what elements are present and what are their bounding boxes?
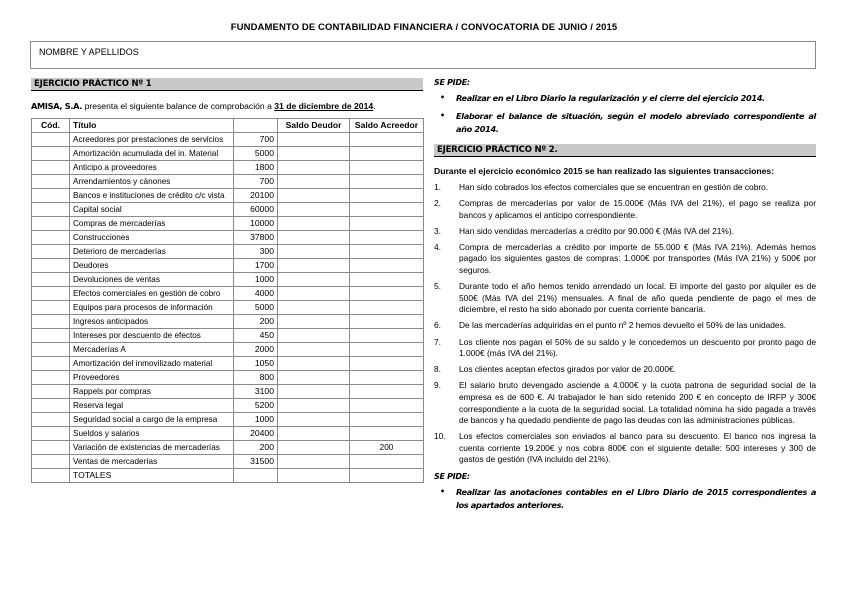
se-pide-2-heading: SE PIDE: — [434, 471, 470, 481]
cell-cod — [32, 329, 70, 343]
cell-cod — [32, 245, 70, 259]
cell-importe: 5200 — [234, 399, 278, 413]
table-row — [32, 273, 424, 287]
cell-importe: 20100 — [234, 189, 278, 203]
cell-saldo-deudor — [278, 133, 350, 147]
column-header-cod: Cód. — [32, 119, 70, 133]
cell-saldo-deudor — [278, 427, 350, 441]
list-item: • Realizar las anotaciones contables en el Libro Diario de 2015 correspondientes a los apartados anteriores. — [434, 486, 816, 512]
transaction-item: Los efectos comerciales son enviados al banco para su descuento. El banco nos ingresa la cuenta corriente 19.200€ y nos cobra 800€ con el siguiente detalle: 500 intereses y 300 de gastos de gestión (IVA incluido del 21%). — [459, 431, 816, 465]
cell-cod — [32, 203, 70, 217]
cell-titulo: Efectos comerciales en gestión de cobro — [70, 287, 234, 301]
cell-cod — [32, 399, 70, 413]
table-row — [32, 175, 424, 189]
company-name: AMISA, S.A. — [31, 101, 83, 111]
table-row — [32, 399, 424, 413]
table-row — [32, 315, 424, 329]
cell-importe: 1700 — [234, 259, 278, 273]
cell-titulo: Rappels por compras — [70, 385, 234, 399]
cell-titulo: Anticipo a proveedores — [70, 161, 234, 175]
table-row — [32, 385, 424, 399]
cell-titulo: Amortización acumulada del in. Material — [70, 147, 234, 161]
cell-importe: 20400 — [234, 427, 278, 441]
cell-importe: 60000 — [234, 203, 278, 217]
cell-saldo-acreedor — [350, 245, 424, 259]
cell-cod — [32, 315, 70, 329]
cell-titulo: Proveedores — [70, 371, 234, 385]
table-row — [32, 133, 424, 147]
cell-saldo-deudor — [278, 371, 350, 385]
table-row — [32, 147, 424, 161]
cell-saldo-acreedor — [350, 399, 424, 413]
table-row — [32, 203, 424, 217]
table-row — [32, 287, 424, 301]
transaction-item: De las mercaderías adquiridas en el punto nº 2 hemos devuelto el 50% de las unidades. — [459, 320, 787, 331]
balance-table-body — [32, 133, 424, 483]
cell-cod — [32, 343, 70, 357]
cell-titulo: TOTALES — [70, 469, 234, 483]
transaction-item: Compra de mercaderías a crédito por importe de 55.000 € (Más IVA 21%). Además hemos pagado los siguientes gastos de compras: 1.000€ por transportes (Más IVA 21%) y 500€ por seguros. — [459, 241, 816, 276]
cell-saldo-acreedor — [350, 455, 424, 469]
cell-saldo-acreedor — [350, 259, 424, 273]
exercise2-transactions-list — [434, 182, 816, 466]
cell-titulo: Mercaderías A — [70, 343, 234, 357]
cell-saldo-acreedor: 200 — [350, 441, 424, 455]
cell-titulo: Arrendamientos y cánones — [70, 175, 234, 189]
table-row — [32, 259, 424, 273]
transaction-item: Han sido cobrados los efectos comerciales que se encuentran en gestión de cobro. — [459, 182, 769, 192]
cell-saldo-acreedor — [350, 427, 424, 441]
table-header-row — [32, 119, 424, 133]
table-row — [32, 371, 424, 385]
cell-saldo-deudor — [278, 469, 350, 483]
page-title: FUNDAMENTO DE CONTABILIDAD FINANCIERA / CONVOCATORIA DE JUNIO / 2015 — [230, 22, 618, 33]
left-column — [31, 78, 423, 483]
cell-saldo-deudor — [278, 455, 350, 469]
cell-saldo-acreedor — [350, 385, 424, 399]
cell-titulo: Sueldos y salarios — [70, 427, 234, 441]
cell-titulo: Capital social — [70, 203, 234, 217]
cell-importe: 1000 — [234, 413, 278, 427]
cell-cod — [32, 301, 70, 315]
cell-titulo: Devoluciones de ventas — [70, 273, 234, 287]
cell-cod — [32, 287, 70, 301]
cell-saldo-acreedor — [350, 301, 424, 315]
exercise1-intro — [31, 100, 423, 112]
cell-saldo-acreedor — [350, 357, 424, 371]
cell-cod — [32, 217, 70, 231]
cell-saldo-acreedor — [350, 175, 424, 189]
cell-titulo: Equipos para procesos de información — [70, 301, 234, 315]
cell-cod — [32, 385, 70, 399]
cell-importe: 1000 — [234, 273, 278, 287]
cell-cod — [32, 371, 70, 385]
cell-cod — [32, 133, 70, 147]
cell-saldo-deudor — [278, 259, 350, 273]
cell-saldo-acreedor — [350, 343, 424, 357]
table-row — [32, 357, 424, 371]
cell-importe: 300 — [234, 245, 278, 259]
cell-saldo-deudor — [278, 245, 350, 259]
cell-cod — [32, 455, 70, 469]
se-pide-2-list — [434, 486, 816, 512]
cell-titulo: Bancos e instituciones de crédito c/c vista — [70, 189, 234, 203]
cell-importe: 5000 — [234, 147, 278, 161]
cell-saldo-acreedor — [350, 273, 424, 287]
cell-saldo-deudor — [278, 301, 350, 315]
cell-importe: 4000 — [234, 287, 278, 301]
cell-importe: 200 — [234, 315, 278, 329]
cell-saldo-deudor — [278, 273, 350, 287]
cell-saldo-deudor — [278, 343, 350, 357]
cell-saldo-deudor — [278, 217, 350, 231]
cell-importe: 31500 — [234, 455, 278, 469]
table-row — [32, 161, 424, 175]
table-row — [32, 217, 424, 231]
table-row — [32, 245, 424, 259]
cell-saldo-deudor — [278, 385, 350, 399]
cell-cod — [32, 413, 70, 427]
cell-cod — [32, 273, 70, 287]
transaction-item: Han sido vendidas mercaderías a crédito por 90.000 € (Más IVA del 21%). — [459, 225, 734, 236]
cell-titulo: Compras de mercaderías — [70, 217, 234, 231]
cell-saldo-deudor — [278, 231, 350, 245]
exercise2-lead: Durante el ejercicio económico 2015 se han realizado las siguientes transacciones: — [434, 166, 775, 176]
cell-saldo-acreedor — [350, 217, 424, 231]
cell-importe: 37800 — [234, 231, 278, 245]
cell-saldo-deudor — [278, 441, 350, 455]
cell-saldo-acreedor — [350, 203, 424, 217]
cell-titulo: Amortización del inmovilizado material — [70, 357, 234, 371]
table-row — [32, 189, 424, 203]
cell-titulo: Construcciones — [70, 231, 234, 245]
cell-titulo: Acreedores por prestaciones de servicios — [70, 133, 234, 147]
exercise1-intro-date: 31 de diciembre de 2014 — [274, 101, 374, 111]
column-header-saldo-acreedor: Saldo Acreedor — [350, 119, 424, 133]
cell-saldo-acreedor — [350, 329, 424, 343]
transaction-item: Durante todo el año hemos tenido arrendado un local. El importe del gasto por alquiler es de 500€ (Más IVA del 21%) mensuales. A final de año queda pendiente de pago el mes de diciembre, el resto ha sido abonado por cuenta corriente bancaria. — [459, 281, 816, 315]
cell-saldo-acreedor — [350, 189, 424, 203]
name-field-label: NOMBRE Y APELLIDOS — [39, 47, 139, 57]
se-pide-1-heading: SE PIDE: — [434, 78, 470, 87]
cell-titulo: Variación de existencias de mercaderías — [70, 441, 234, 455]
table-row — [32, 455, 424, 469]
cell-titulo: Seguridad social a cargo de la empresa — [70, 413, 234, 427]
cell-saldo-acreedor — [350, 371, 424, 385]
cell-importe: 700 — [234, 175, 278, 189]
cell-saldo-deudor — [278, 203, 350, 217]
table-row — [32, 231, 424, 245]
cell-titulo: Deterioro de mercaderías — [70, 245, 234, 259]
cell-importe: 5000 — [234, 301, 278, 315]
exercise1-heading: EJERCICIO PRÁCTICO Nº 1 — [31, 78, 423, 91]
cell-titulo: Intereses por descuento de efectos — [70, 329, 234, 343]
cell-cod — [32, 175, 70, 189]
cell-saldo-acreedor — [350, 133, 424, 147]
cell-titulo: Ventas de mercaderías — [70, 455, 234, 469]
table-row — [32, 469, 424, 483]
cell-saldo-deudor — [278, 315, 350, 329]
cell-saldo-deudor — [278, 175, 350, 189]
cell-saldo-deudor — [278, 329, 350, 343]
table-row — [32, 441, 424, 455]
balance-table — [31, 118, 424, 483]
cell-cod — [32, 357, 70, 371]
cell-titulo: Deudores — [70, 259, 234, 273]
cell-saldo-acreedor — [350, 413, 424, 427]
name-field[interactable] — [30, 41, 816, 69]
cell-saldo-deudor — [278, 147, 350, 161]
cell-importe: 2000 — [234, 343, 278, 357]
table-row — [32, 343, 424, 357]
cell-importe: 700 — [234, 133, 278, 147]
cell-cod — [32, 441, 70, 455]
cell-importe: 10000 — [234, 217, 278, 231]
cell-saldo-deudor — [278, 287, 350, 301]
cell-importe: 1050 — [234, 357, 278, 371]
column-header-titulo: Título — [70, 119, 234, 133]
cell-saldo-deudor — [278, 399, 350, 413]
cell-cod — [32, 231, 70, 245]
table-row — [32, 329, 424, 343]
cell-saldo-acreedor — [350, 147, 424, 161]
cell-cod — [32, 259, 70, 273]
column-header-saldo-deudor: Saldo Deudor — [278, 119, 350, 133]
cell-titulo: Ingresos anticipados — [70, 315, 234, 329]
cell-saldo-acreedor — [350, 231, 424, 245]
cell-cod — [32, 189, 70, 203]
exercise2-heading: EJERCICIO PRÁCTICO Nº 2. — [434, 144, 816, 157]
cell-cod — [32, 161, 70, 175]
cell-saldo-deudor — [278, 357, 350, 371]
se-pide-1-list — [434, 92, 816, 136]
transaction-item: Los clientes aceptan efectos girados por valor de 20.000€. — [459, 364, 676, 375]
exercise1-intro-end: . — [373, 101, 376, 111]
cell-cod — [32, 427, 70, 441]
cell-saldo-acreedor — [350, 315, 424, 329]
table-row — [32, 413, 424, 427]
transaction-item: Los cliente nos pagan el 50% de su saldo y le concedemos un descuento por pronto pago de 1.000€ (más IVA del 21%). — [459, 336, 816, 359]
cell-saldo-deudor — [278, 413, 350, 427]
exercise1-intro-text: presenta el siguiente balance de comprobación a — [82, 101, 275, 111]
cell-saldo-deudor — [278, 161, 350, 175]
cell-saldo-acreedor — [350, 469, 424, 483]
column-header-importe — [234, 119, 278, 133]
cell-saldo-deudor — [278, 189, 350, 203]
list-item: • Realizar en el Libro Diario la regularización y el cierre del ejercicio 2014. — [434, 92, 816, 105]
table-row — [32, 427, 424, 441]
cell-importe: 450 — [234, 329, 278, 343]
cell-importe — [234, 469, 278, 483]
cell-importe: 3100 — [234, 385, 278, 399]
cell-saldo-acreedor — [350, 161, 424, 175]
list-item: • Elaborar el balance de situación, según el modelo abreviado correspondiente al año 2014. — [434, 110, 816, 136]
transaction-item: Compras de mercaderías por valor de 15.000€ (Más IVA del 21%), el pago se realiza por bancos y aplicamos el anticipo correspondiente. — [459, 198, 816, 220]
cell-saldo-acreedor — [350, 287, 424, 301]
cell-cod — [32, 147, 70, 161]
cell-importe: 200 — [234, 441, 278, 455]
right-column — [434, 78, 816, 520]
cell-titulo: Reserva legal — [70, 399, 234, 413]
cell-importe: 1800 — [234, 161, 278, 175]
cell-cod — [32, 469, 70, 483]
table-row — [32, 301, 424, 315]
transaction-item: El salario bruto devengado asciende a 4.000€ y la cuota patrona de seguridad social de la empresa es de 600 €. Al trabajador le han sido retenido 200 € en concepto de IRFP y 300€ correspondiente a la cuota de la seguridad social. La totalidad nómina ha sido pagada a través de bancos y ha quedado pendiente de pago las deudas con las administraciones públicas. — [459, 380, 816, 426]
cell-importe: 800 — [234, 371, 278, 385]
